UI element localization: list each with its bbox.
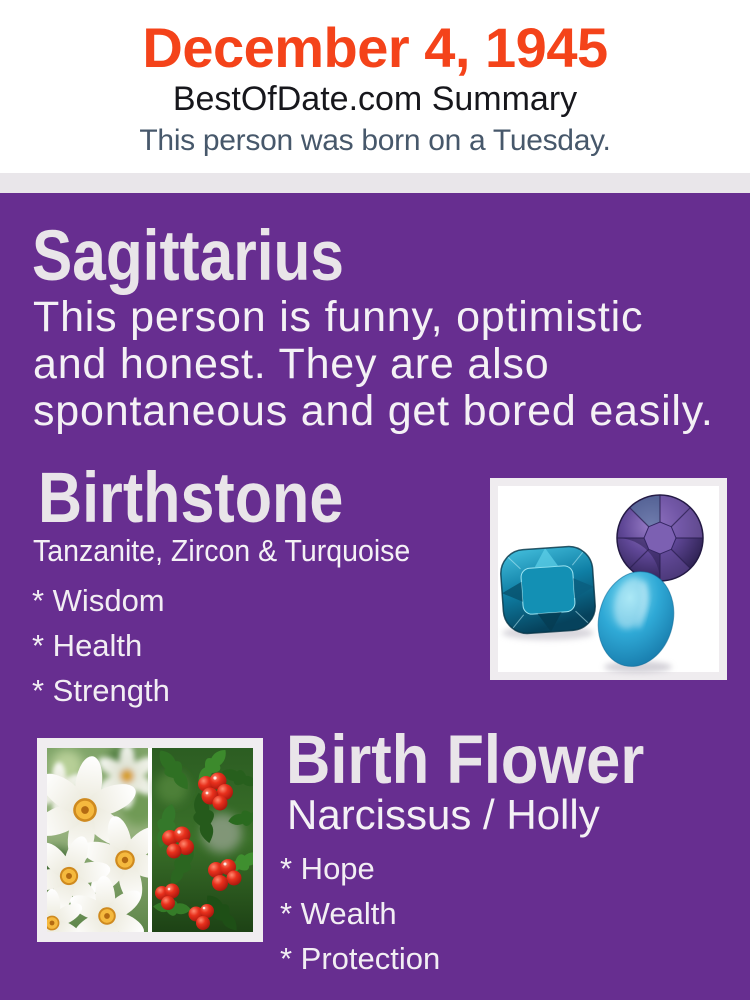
birthstone-trait: * Strength: [32, 673, 170, 708]
page-title-date: December 4, 1945: [142, 16, 608, 79]
birth-flower-trait: * Wealth: [280, 896, 397, 931]
birth-flower-names: Narcissus / Holly: [287, 791, 600, 838]
weekday-line: This person was born on a Tuesday.: [139, 124, 611, 157]
site-summary-subtitle: BestOfDate.com Summary: [172, 80, 578, 118]
birth-flower-trait: * Protection: [280, 941, 441, 976]
holly-photo: [151, 748, 253, 932]
zircon-gem: [499, 545, 597, 635]
birthstone-image: [490, 478, 727, 680]
zodiac-description-line: This person is funny, optimistic: [33, 293, 644, 341]
zodiac-description: [33, 294, 714, 435]
birth-flower-trait: * Hope: [280, 851, 375, 886]
birthstone-heading: Birthstone: [38, 459, 344, 538]
birthstone-names: Tanzanite, Zircon & Turquoise: [33, 533, 411, 568]
zodiac-heading: Sagittarius: [32, 217, 344, 296]
zodiac-description-line: and honest. They are also: [33, 340, 550, 388]
birth-flower-image: [37, 738, 263, 942]
birthstone-trait: * Health: [32, 628, 143, 663]
birth-flower-heading: Birth Flower: [286, 721, 645, 798]
zodiac-description-line: spontaneous and get bored easily.: [33, 387, 714, 435]
divider-bar: [0, 173, 750, 193]
birthstone-trait-list: [32, 578, 170, 713]
birth-flower-trait-list: [280, 846, 440, 981]
tanzanite-gem: [617, 495, 703, 581]
birthstone-trait: * Wisdom: [32, 583, 165, 618]
